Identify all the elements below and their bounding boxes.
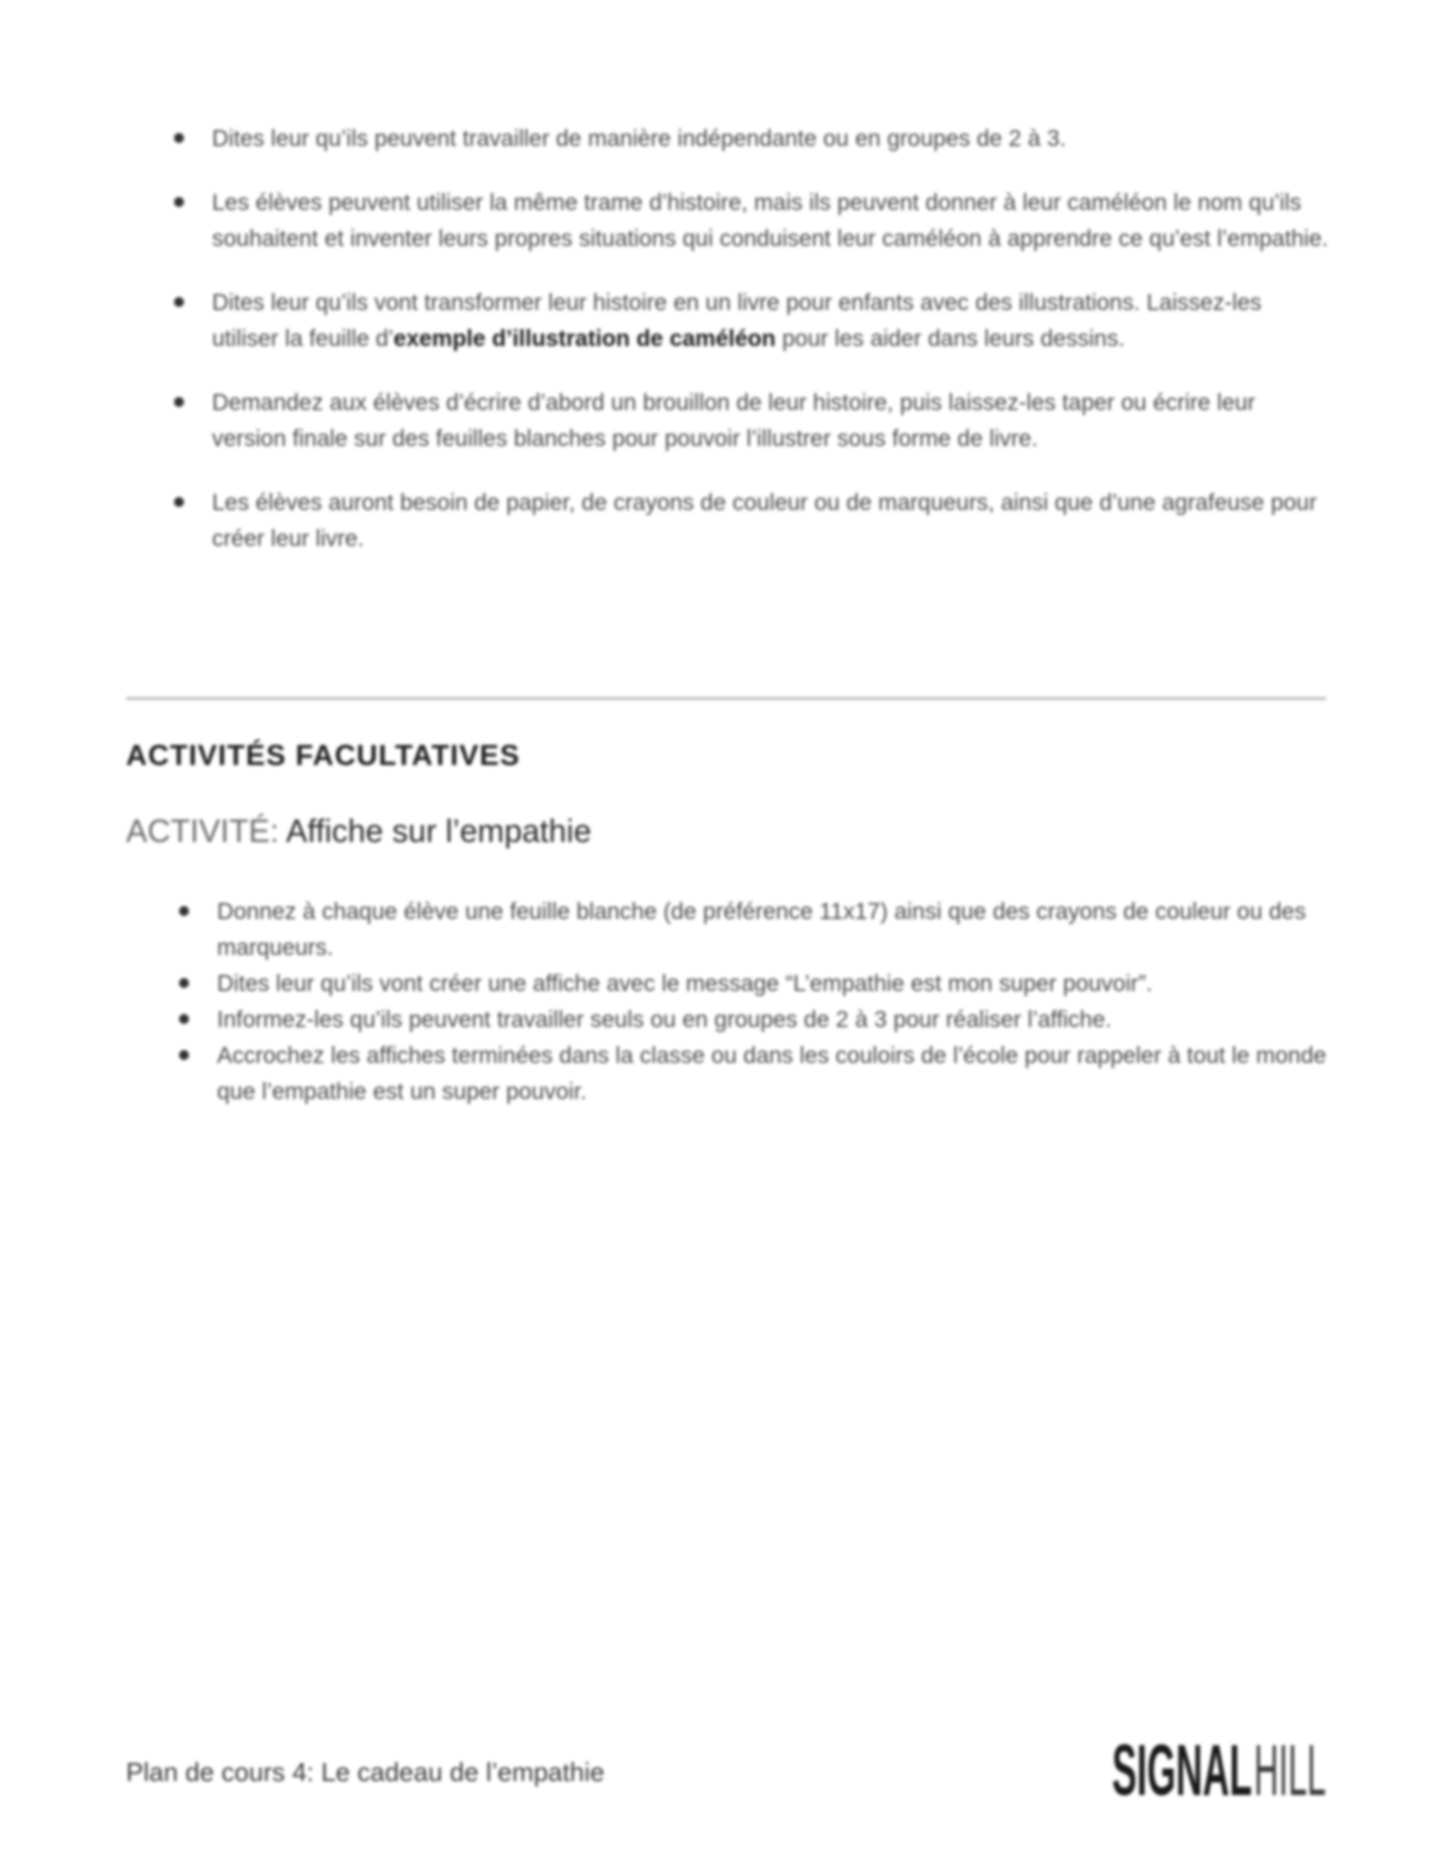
worksheet-reference: exemple d’illustration de caméléon (393, 325, 776, 351)
signal-hill-logo (1112, 1735, 1328, 1805)
section-divider (126, 697, 1326, 700)
bullet-icon (174, 497, 184, 507)
list-item-text: Les élèves auront besoin de papier, de crayons de couleur ou de marqueurs, ainsi que d’une agrafeuse pour créer leur livre. (212, 489, 1317, 551)
list-item (212, 284, 1332, 356)
bullet-icon (179, 1050, 189, 1060)
logo-text-signal: SIGNAL (1112, 1735, 1252, 1805)
list-item (217, 1001, 1332, 1037)
list-item-text-after: pour les aider dans leurs dessins. (775, 325, 1125, 351)
bullet-icon (179, 1014, 189, 1024)
list-item (212, 184, 1332, 256)
instruction-list (212, 120, 1332, 584)
list-item-text: Informez-les qu’ils peuvent travailler seuls ou en groupes de 2 à 3 pour réaliser l’affiche. (217, 1006, 1112, 1032)
list-item (212, 484, 1332, 556)
bullet-icon (179, 906, 189, 916)
list-item-text: Les élèves peuvent utiliser la même trame d’histoire, mais ils peuvent donner à leur caméléon le nom qu’ils souhaitent et inventer leurs propres situations qui conduisent leur caméléon à apprendre ce qu’est l’empathie. (212, 189, 1329, 251)
bullet-icon (174, 133, 184, 143)
bullet-icon (174, 297, 184, 307)
list-item (217, 1037, 1332, 1109)
activity-label: ACTIVITÉ: (126, 813, 279, 849)
list-item (217, 965, 1332, 1001)
list-item-text: Dites leur qu’ils peuvent travailler de manière indépendante ou en groupes de 2 à 3. (212, 125, 1067, 151)
list-item (217, 893, 1332, 965)
bullet-icon (179, 978, 189, 988)
logo-text-hill: HILL (1254, 1735, 1326, 1805)
footer-lesson-title: Plan de cours 4: Le cadeau de l’empathie (126, 1757, 605, 1787)
bullet-icon (174, 397, 184, 407)
list-item-text: Accrochez les affiches terminées dans la classe ou dans les couloirs de l’école pour rappeler à tout le monde que l’empathie est un super pouvoir. (217, 1042, 1327, 1104)
list-item-text: Demandez aux élèves d’écrire d’abord un brouillon de leur histoire, puis laissez-les taper ou écrire leur version finale sur des feuilles blanches pour pouvoir l’illustrer sous forme de livre. (212, 389, 1256, 451)
activity-title: Affiche sur l’empathie (286, 813, 592, 849)
bullet-icon (174, 197, 184, 207)
list-item (212, 384, 1332, 456)
activity-heading (126, 813, 591, 850)
list-item-text-before: Dites leur qu’ils vont transformer leur histoire en un livre pour enfants avec des illustrations. Laissez-les utiliser la feuille d’ (212, 289, 1262, 351)
activity-list (217, 893, 1332, 1109)
list-item-text: Donnez à chaque élève une feuille blanche (de préférence 11x17) ainsi que des crayons de couleur ou des marqueurs. (217, 898, 1306, 960)
section-heading: ACTIVITÉS FACULTATIVES (126, 740, 521, 772)
list-item (212, 120, 1332, 156)
list-item-text: Dites leur qu’ils vont créer une affiche avec le message “L’empathie est mon super pouvoir”. (217, 970, 1153, 996)
